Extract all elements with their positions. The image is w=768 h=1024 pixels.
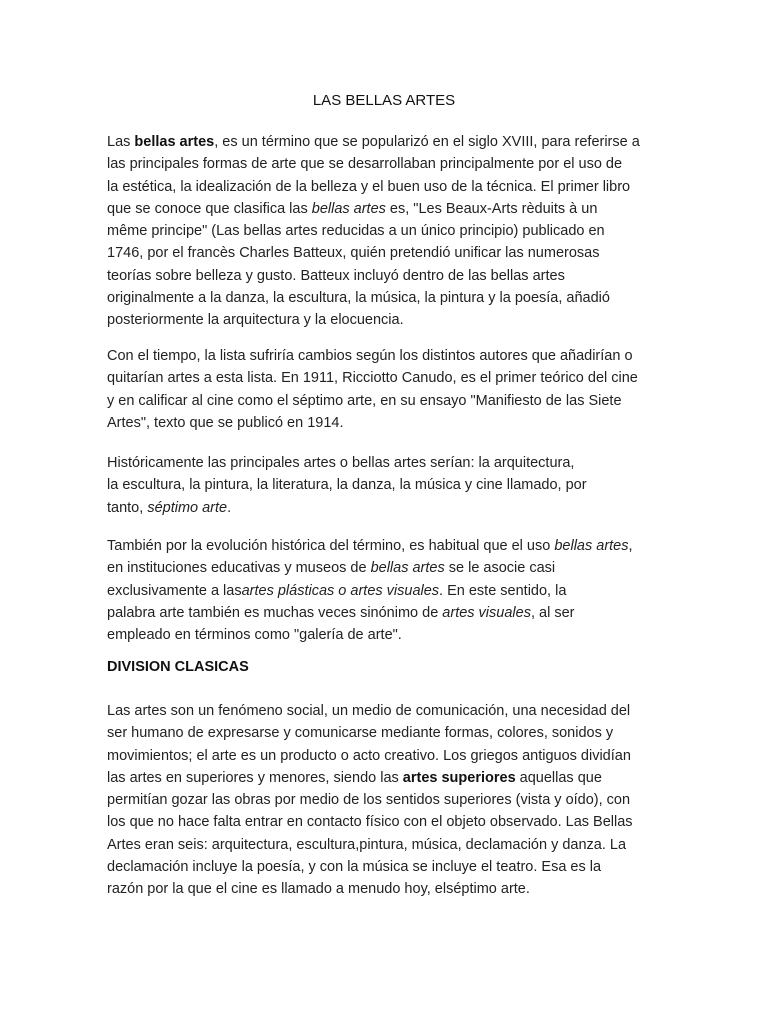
text-run: . En este sentido, la xyxy=(439,582,567,599)
text-line: empleado en términos como "galería de arte". xyxy=(107,627,402,644)
paragraph-history xyxy=(107,345,667,434)
paragraph-evolution xyxy=(107,535,667,646)
italic-term: bellas artes xyxy=(370,560,445,577)
bold-term: bellas artes xyxy=(134,134,215,150)
text-run: , al ser xyxy=(530,604,575,621)
text-line: Artes", texto que se publicó en 1914. xyxy=(107,414,344,431)
text-line: même principe" (Las bellas artes reducidas a un único principio) publicado en xyxy=(107,223,605,240)
text-line xyxy=(107,602,667,624)
text-line: quitarían artes a esta lista. En 1911, Ricciotto Canudo, es el primer teórico del cine xyxy=(107,370,638,387)
text-line xyxy=(107,535,667,557)
text-line xyxy=(107,557,667,579)
italic-term: séptimo arte xyxy=(147,499,228,516)
text-line xyxy=(107,198,667,220)
italic-term: artes plásticas o artes visuales xyxy=(241,582,440,599)
text-run: aquellas que xyxy=(515,769,602,786)
text-line xyxy=(107,767,667,789)
text-line: razón por la que el cine es llamado a menudo hoy, elséptimo arte. xyxy=(107,881,530,898)
text-line: la escultura, la pintura, la literatura, la danza, la música y cine llamado, por xyxy=(107,477,587,494)
text-run: También por la evolución histórica del término, es habitual que el uso xyxy=(107,538,555,554)
text-run: tanto, xyxy=(107,499,148,516)
section-heading: DIVISION CLASICAS xyxy=(107,659,249,675)
text-line: los que no hace falta entrar en contacto físico con el objeto observado. Las Bellas xyxy=(107,814,633,831)
text-run: que se conoce que clasifica las xyxy=(107,200,312,217)
text-line: las principales formas de arte que se desarrollaban principalmente por el uso de xyxy=(107,156,623,173)
text-line: permitían gozar las obras por medio de los sentidos superiores (vista y oído), con xyxy=(107,792,631,809)
text-run: Las xyxy=(107,134,135,150)
paragraph-main-arts xyxy=(107,452,667,519)
text-line: ser humano de expresarse y comunicarse mediante formas, colores, sonidos y xyxy=(107,725,614,742)
text-line: teorías sobre belleza y gusto. Batteux incluyó dentro de las bellas artes xyxy=(107,267,565,284)
text-line: Artes eran seis: arquitectura, escultura,pintura, música, declamación y danza. La xyxy=(107,836,627,853)
italic-term: bellas artes xyxy=(554,538,629,554)
text-run: en instituciones educativas y museos de xyxy=(107,560,371,577)
text-run: exclusivamente a las xyxy=(107,582,242,599)
paragraph-classical-division xyxy=(107,700,667,901)
text-line: Históricamente las principales artes o bellas artes serían: la arquitectura, xyxy=(107,455,575,471)
text-line: posteriormente la arquitectura y la elocuencia. xyxy=(107,312,404,329)
text-line xyxy=(107,580,667,602)
text-line: y en calificar al cine como el séptimo arte, en su ensayo "Manifiesto de las Siete xyxy=(107,392,622,409)
italic-term: artes visuales xyxy=(442,604,531,621)
text-run: se le asocie casi xyxy=(444,560,556,577)
text-run: . xyxy=(227,499,232,516)
paragraph-intro xyxy=(107,131,667,332)
bold-term: artes superiores xyxy=(402,769,516,786)
text-line: movimientos; el arte es un producto o acto creativo. Los griegos antiguos dividían xyxy=(107,747,631,764)
text-line: Las artes son un fenómeno social, un medio de comunicación, una necesidad del xyxy=(107,703,631,719)
italic-term: bellas artes xyxy=(311,200,386,217)
text-line xyxy=(107,497,667,519)
text-run: , xyxy=(628,538,633,554)
text-line xyxy=(107,131,667,153)
text-line: la estética, la idealización de la belleza y el buen uso de la técnica. El primer libro xyxy=(107,178,631,195)
page-title: LAS BELLAS ARTES xyxy=(312,92,456,109)
text-line: declamación incluye la poesía, y con la música se incluye el teatro. Esa es la xyxy=(107,859,602,876)
text-line: originalmente a la danza, la escultura, la música, la pintura y la poesía, añadió xyxy=(107,290,610,307)
text-line: Con el tiempo, la lista sufriría cambios según los distintos autores que añadirían o xyxy=(107,348,633,364)
text-run: las artes en superiores y menores, siendo las xyxy=(107,769,403,786)
text-run: , es un término que se popularizó en el siglo XVIII, para referirse a xyxy=(214,134,640,150)
text-run: es, "Les Beaux-Arts rèduits à un xyxy=(385,200,598,217)
text-run: palabra arte también es muchas veces sinónimo de xyxy=(107,604,443,621)
text-line: 1746, por el francès Charles Batteux, quién pretendió unificar las numerosas xyxy=(107,245,600,262)
